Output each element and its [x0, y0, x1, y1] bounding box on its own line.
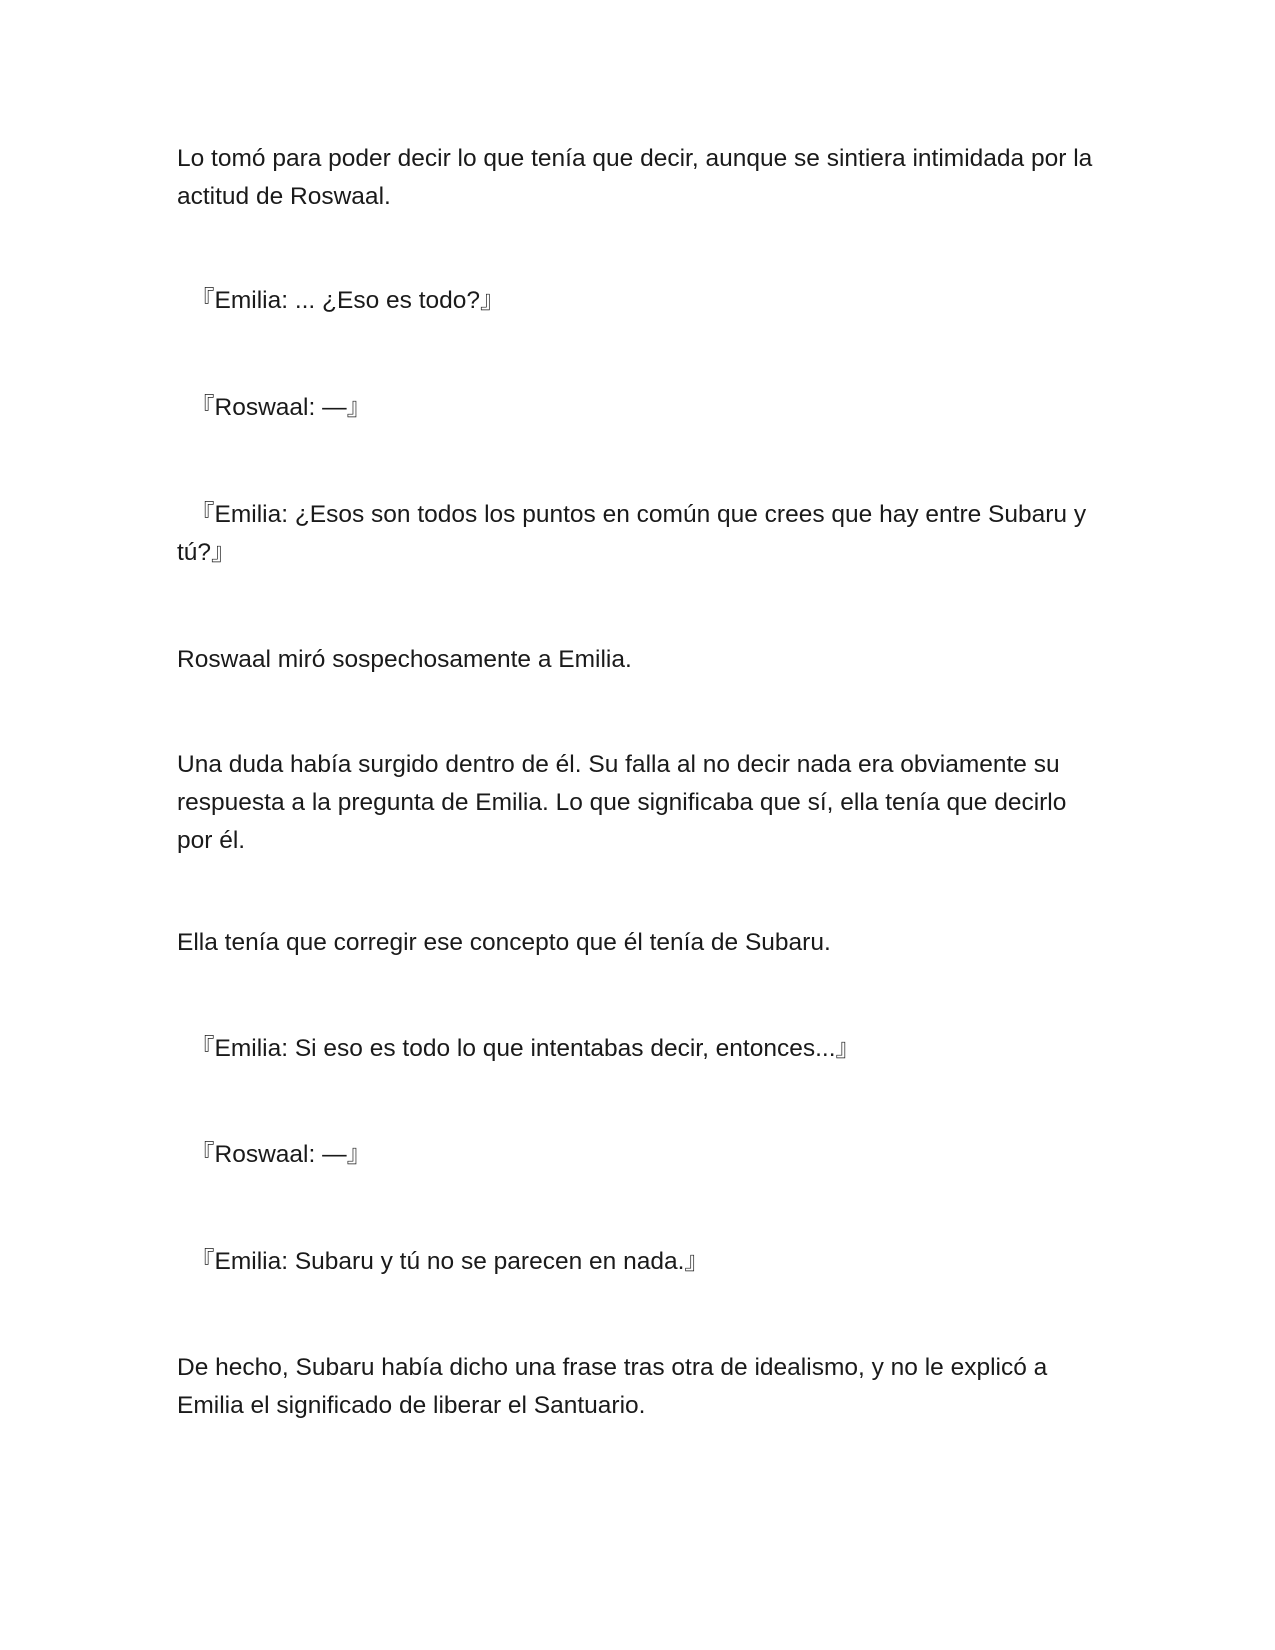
paragraph-dialogue-emilia: 『Emilia: ... ¿Eso es todo?』: [190, 287, 505, 314]
paragraph-narration: Roswaal miró sospechosamente a Emilia.: [177, 646, 632, 673]
paragraph-dialogue-roswaal: 『Roswaal: —』: [190, 1141, 372, 1168]
paragraph-narration: Una duda había surgido dentro de él. Su falla al no decir nada era obviamente su respuesta a la pregunta de Emilia. Lo que significaba que sí, ella tenía que decirlo por él.: [177, 751, 1067, 854]
paragraph-narration: De hecho, Subaru había dicho una frase tras otra de idealismo, y no le explicó a Emilia el significado de liberar el Santuario.: [177, 1354, 1048, 1419]
paragraph-dialogue-emilia: 『Emilia: ¿Esos son todos los puntos en común que crees que hay entre Subaru y tú?』: [177, 501, 1087, 566]
paragraph-narration: Lo tomó para poder decir lo que tenía que decir, aunque se sintiera intimidada por la actitud de Roswaal.: [177, 145, 1093, 210]
paragraph-dialogue-roswaal: 『Roswaal: —』: [190, 394, 372, 421]
paragraph-dialogue-emilia: 『Emilia: Si eso es todo lo que intentabas decir, entonces...』: [190, 1035, 861, 1062]
paragraph-narration: Ella tenía que corregir ese concepto que él tenía de Subaru.: [177, 929, 831, 956]
paragraph-dialogue-emilia: 『Emilia: Subaru y tú no se parecen en nada.』: [190, 1248, 709, 1275]
